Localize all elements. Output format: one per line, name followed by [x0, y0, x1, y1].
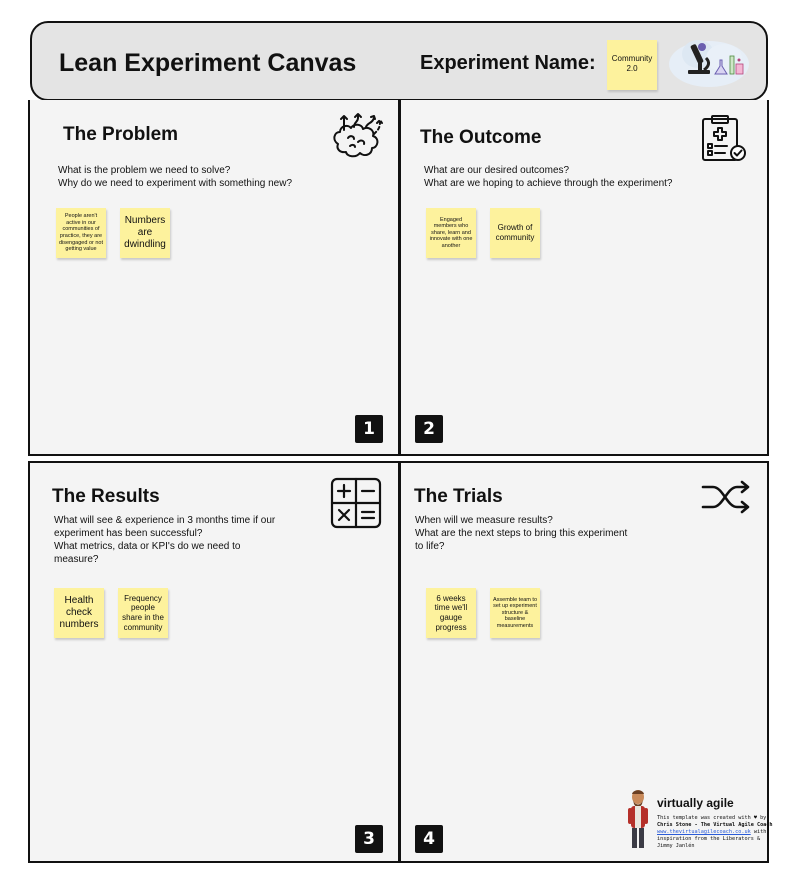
quadrant-prompt: What is the problem we need to solve? Why do we need to experiment with something new?	[58, 165, 293, 189]
canvas-header	[30, 21, 768, 101]
quadrant-title: The Outcome	[420, 127, 542, 148]
credit-link[interactable]: www.thevirtualagilecoach.co.uk	[657, 829, 751, 835]
quadrant-number-badge: 3	[355, 825, 383, 853]
branding-block	[620, 787, 773, 855]
experiment-name-label: Experiment Name:	[420, 52, 596, 74]
sticky-note[interactable]: 6 weeks time we'll gauge progress	[426, 588, 476, 638]
sticky-note[interactable]: Frequency people share in the community	[118, 588, 168, 638]
shuffle-icon	[701, 479, 753, 515]
quadrant-problem	[28, 100, 400, 456]
brand-name: virtually agile	[657, 796, 734, 810]
sticky-note[interactable]: People aren't active in our communities of practice, they are disengaged or not getting value	[56, 208, 106, 258]
calculator-icon	[330, 477, 382, 529]
sticky-note[interactable]: Growth of community	[490, 208, 540, 258]
sticky-note[interactable]: Health check numbers	[54, 588, 104, 638]
quadrant-prompt: What are our desired outcomes? What are we hoping to achieve through the experiment?	[424, 165, 673, 189]
quadrant-title: The Trials	[414, 486, 503, 507]
person-avatar-icon	[624, 789, 652, 851]
clipboard-check-icon	[699, 114, 749, 164]
quadrant-number-badge: 1	[355, 415, 383, 443]
sticky-note[interactable]: Assemble team to set up experiment structure & baseline measurements	[490, 588, 540, 638]
credit-text: This template was created with ♥ by Chris Stone - The Virtual Agile Coach www.thevirtualagilecoach.co.uk with inspiration from the Liberators & Jimmy Janlén	[657, 815, 773, 849]
quadrant-number-badge: 4	[415, 825, 443, 853]
experiment-name-sticky[interactable]: Community 2.0	[607, 40, 657, 90]
quadrant-prompt: What will see & experience in 3 months time if our experiment has been successful? What metrics, data or KPI's do we need to measure?	[54, 515, 276, 565]
quadrant-title: The Problem	[63, 124, 179, 145]
quadrant-results	[28, 461, 400, 863]
sticky-note[interactable]: Numbers are dwindling	[120, 208, 170, 258]
microscope-lab-icon	[668, 36, 750, 88]
quadrant-title: The Results	[52, 486, 160, 507]
quadrant-number-badge: 2	[415, 415, 443, 443]
sticky-note[interactable]: Engaged members who share, learn and innovate with one another	[426, 208, 476, 258]
quadrant-prompt: When will we measure results? What are the next steps to bring this experiment to life?	[415, 515, 628, 552]
quadrant-outcome	[399, 100, 769, 456]
brain-arrows-icon	[330, 110, 384, 166]
page-title: Lean Experiment Canvas	[59, 49, 357, 77]
